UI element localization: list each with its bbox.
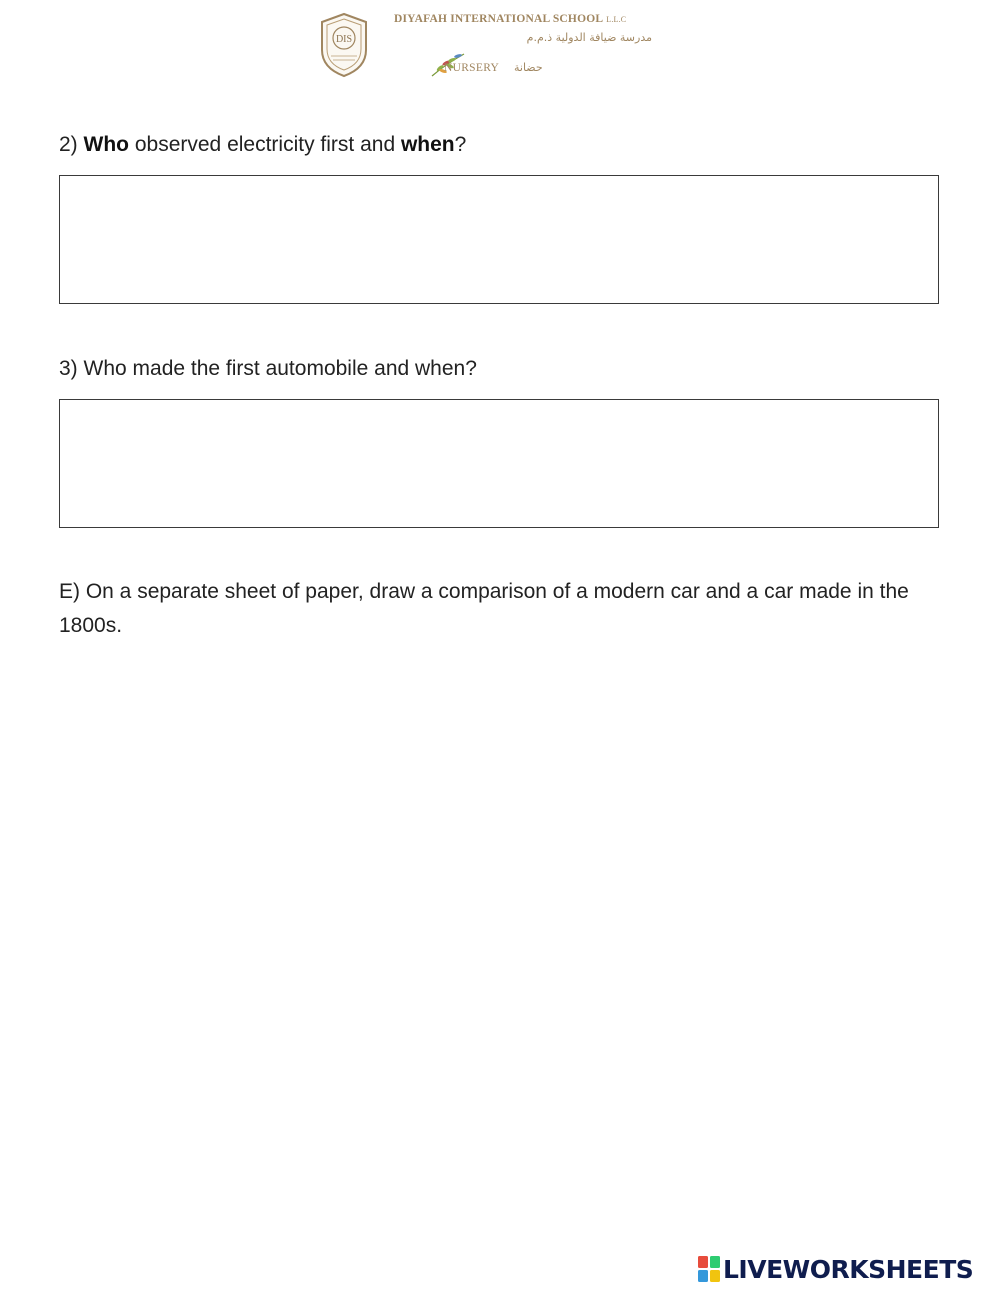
nursery-label: NURSERY: [444, 62, 500, 74]
liveworksheets-logo[interactable]: [698, 1255, 973, 1283]
nursery-label-arabic: حضانة: [514, 61, 543, 74]
answer-box-question-3[interactable]: [59, 399, 939, 528]
crest-text: DIS: [335, 34, 353, 45]
question-2-who: Who: [83, 133, 130, 156]
answer-box-question-2[interactable]: [59, 175, 939, 304]
school-name-arabic: مدرسة ضيافة الدولية ذ.م.م: [526, 31, 652, 44]
liveworksheets-brand: LIVEWORKSHEETS: [723, 1254, 974, 1284]
nursery-line: [428, 50, 658, 78]
school-name: [394, 13, 626, 25]
liveworksheets-icon: [698, 1256, 720, 1282]
question-2-when: when: [400, 133, 455, 156]
question-2-mid: observed electricity first and: [129, 133, 401, 156]
school-name-suffix: L.L.C: [606, 15, 627, 24]
school-name-text: DIYAFAH INTERNATIONAL SCHOOL: [394, 13, 604, 25]
question-2-end: ?: [454, 133, 467, 156]
question-3: 3) Who made the first automobile and when?: [59, 357, 477, 380]
school-crest-logo: [318, 12, 370, 78]
school-header: [318, 10, 658, 82]
question-2: [59, 128, 466, 162]
drawing-task: E) On a separate sheet of paper, draw a comparison of a modern car and a car made in the 1800s.: [59, 580, 909, 637]
question-2-number: 2): [59, 133, 78, 156]
